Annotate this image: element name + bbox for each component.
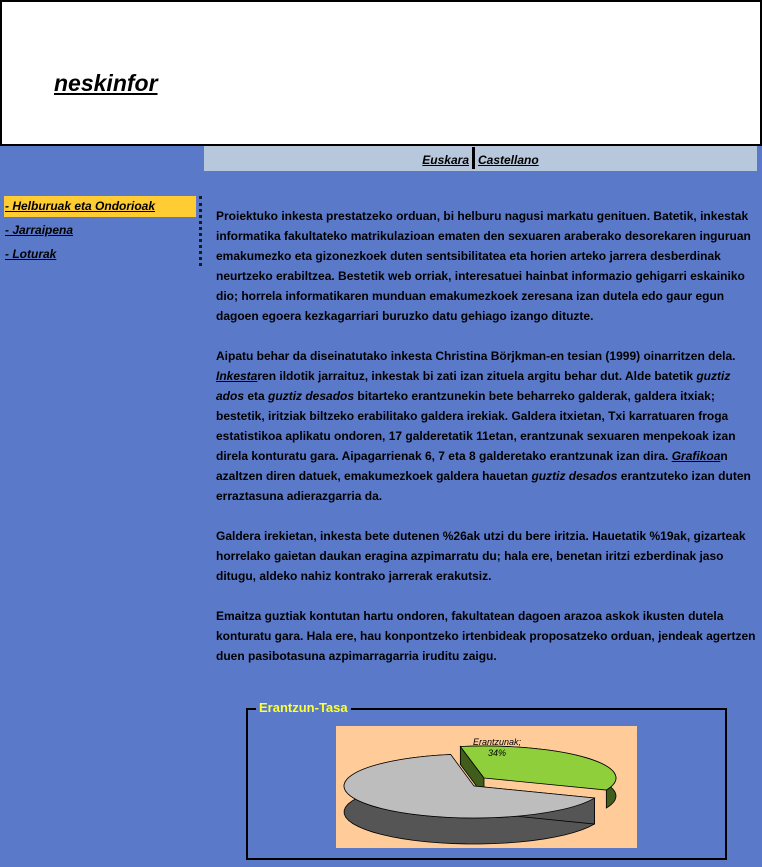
- p2-text-4: bitarteko erantzunekin bete beharreko galderak, galdera itxiak; bestetik, iritziak biltzeko erabilitako galdera irekiak. Galdera itxietan, Txi karratuaren froga estatistikoa aplikatu ondoren, 17 galderetatik 11etan, erantzunak sexuaren menpekoak izan direla konturatu gara. Aipagarrienak 6, 7 eta 8 galderetako erantzunak izan dira.: [216, 389, 736, 463]
- sidebar-item-jarraipena[interactable]: - Jarraipena: [5, 223, 74, 237]
- slice-label-line1: Erantzunak;: [472, 737, 522, 747]
- paragraph-2: [216, 346, 758, 506]
- paragraph-1: Proiektuko inkesta prestatzeko orduan, bi helburu nagusi markatu genituen. Batetik, inkestak informatika fakultateko matrikulazioan ematen den sexuaren araberako desorekaren inguruan emakumezko eta gizonezkoek duten sentsibilitatea eta horien arteko jarrera desberdinak neurtzeko erabiltzea. Bestetik web orriak, interesatuei hainbat informazio gehigarri eskainiko dio; horrela informatikaren munduan emakumezkoek zeresana izan dutela edo gaur egun dagoen egoera kezkagarriari buruzko datu gehiago izango dituzte.: [216, 209, 751, 323]
- lang-separator: [472, 147, 475, 169]
- sidebar-dotted-divider: [199, 196, 202, 266]
- grafikoa-link[interactable]: Grafikoa: [671, 449, 721, 463]
- chart-box-legend: Erantzun-Tasa: [256, 700, 351, 715]
- p2-italic-desados: guztiz desados: [268, 389, 355, 403]
- inkesta-link[interactable]: Inkesta: [216, 369, 258, 383]
- language-bar: [204, 146, 757, 171]
- p2-italic-desados-2: guztiz desados: [531, 469, 618, 483]
- slice-label-line2: 34%: [487, 748, 507, 758]
- lang-castellano-link[interactable]: Castellano: [478, 153, 539, 168]
- p2-text-5: n azaltzen diren datuek, emakumezkoek galdera hauetan: [216, 449, 728, 483]
- sidebar-nav: [4, 196, 202, 266]
- main-content: [216, 206, 758, 686]
- p2-text-6: erantzuteko izan duten erraztasuna adierazgarria da.: [216, 469, 751, 503]
- header-banner: [0, 0, 762, 146]
- p2-text-2: ren ildotik jarraituz, inkestak bi zati izan zituela argitu behar dut. Alde batetik: [257, 369, 697, 383]
- p2-italic-ados: guztiz ados: [216, 369, 731, 403]
- sidebar-item-helburuak[interactable]: - Helburuak eta Ondorioak: [4, 196, 196, 217]
- lang-euskara-link[interactable]: Euskara: [422, 153, 469, 168]
- p2-text-3: eta: [244, 389, 269, 403]
- paragraph-3: Galdera irekietan, inkesta bete dutenen %26ak utzi du bere iritzia. Hauetatik %19ak, gizarteak horrelako gaietan daukan eragina azpimarratu du; hala ere, benetan iritzi ezberdinak jaso ditugu, aldeko nahiz kontrako jarrerak erakutsiz.: [216, 529, 746, 583]
- paragraph-4: Emaitza guztiak kontutan hartu ondoren, fakultatean dagoen arazoa askok ikusten dutela konturatu gara. Hala ere, hau konpontzeko irtenbideak proposatzeko orduan, jendeak agertzen duen pasibotasuna azpimarragarria iruditu zaigu.: [216, 609, 756, 663]
- pie-chart: [336, 726, 637, 848]
- sidebar-item-loturak[interactable]: - Loturak: [5, 247, 57, 261]
- p2-text-1: Aipatu behar da diseinatutako inkesta Christina Börjkman-en tesian (1999) oinarritzen dela.: [216, 349, 736, 363]
- site-title[interactable]: neskinfor: [54, 70, 158, 96]
- response-rate-fieldset: [246, 700, 727, 860]
